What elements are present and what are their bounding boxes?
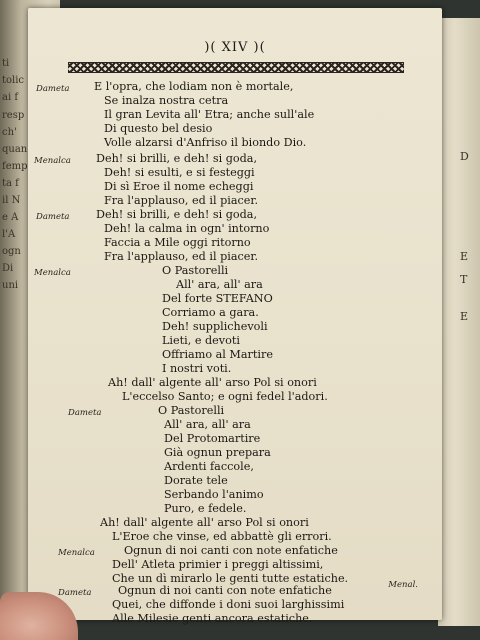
left-page-fragment: ti xyxy=(2,58,10,69)
verse-line: Deh! si brilli, e deh! si goda, xyxy=(96,208,258,221)
verse-line: All' ara, all' ara xyxy=(164,418,251,431)
verse-line: Del forte STEFANO xyxy=(162,292,273,305)
verse-line: Fra l'applauso, ed il piacer. xyxy=(104,194,259,207)
left-page-fragment: femp xyxy=(2,161,28,172)
book-page xyxy=(28,8,442,625)
left-page-fragment: e A xyxy=(2,212,19,223)
verse-line: Serbando l'animo xyxy=(164,488,264,501)
catchword: Menal. xyxy=(388,580,418,590)
verse-line: I nostri voti. xyxy=(162,362,232,375)
verse-line: Puro, e fedele. xyxy=(164,502,247,515)
verse-line: Ognun di noi canti con note enfatiche xyxy=(118,584,332,597)
verse-line: Del Protomartire xyxy=(164,432,261,445)
verse-line: Deh! si brilli, e deh! si goda, xyxy=(96,152,258,165)
speaker-label: Menalca xyxy=(58,548,95,558)
left-page-fragment: ta f xyxy=(2,178,19,189)
verse-line: Corriamo a gara. xyxy=(162,306,259,319)
speaker-label: Menalca xyxy=(34,156,71,166)
speaker-label: Dameta xyxy=(58,588,92,598)
verse-line: Fra l'applauso, ed il piacer. xyxy=(104,250,259,263)
left-page-fragment: ch' xyxy=(2,127,17,138)
right-page-fragment: D xyxy=(460,150,469,163)
right-page-fragment: E xyxy=(460,310,469,323)
verse-line: Di sì Eroe il nome echeggi xyxy=(104,180,254,193)
left-page-fragment: il N xyxy=(2,195,21,206)
verse-line: Dorate tele xyxy=(164,474,228,487)
speaker-label: Dameta xyxy=(36,212,70,222)
speaker-label: Dameta xyxy=(36,84,70,94)
verse-line: Deh! supplichevoli xyxy=(162,320,268,333)
verse-line: Quei, che diffonde i doni suoi larghissimi xyxy=(112,598,345,611)
left-page-fragment: uni xyxy=(2,280,19,291)
header-ornament-right: )( xyxy=(253,40,266,55)
verse-line: Ardenti faccole, xyxy=(164,460,254,473)
verse-line: Il gran Levita all' Etra; anche sull'ale xyxy=(104,108,315,121)
verse-line: O Pastorelli xyxy=(158,404,225,417)
verse-line: Dell' Atleta primier i preggi altissimi, xyxy=(112,558,324,571)
left-page-fragment: l'A xyxy=(2,229,16,240)
left-page-fragment: quan xyxy=(2,144,28,155)
verse-line: Se inalza nostra cetra xyxy=(104,94,229,107)
verse-line: Ah! dall' algente all' arso Pol si onori xyxy=(100,516,309,529)
verse-line: Offriamo al Martire xyxy=(162,348,273,361)
right-page-fragment: E xyxy=(460,250,469,263)
verse-line: Già ognun prepara xyxy=(164,446,271,459)
speaker-label: Dameta xyxy=(68,408,102,418)
header-ornament-left: )( xyxy=(204,40,217,55)
verse-line: Deh! si esulti, e si festeggi xyxy=(104,166,255,179)
verse-line: Lieti, e devoti xyxy=(162,334,240,347)
verse-line: Ah! dall' algente all' arso Pol si onori xyxy=(108,376,317,389)
left-page-fragment: resp xyxy=(2,110,25,121)
verse-text xyxy=(28,8,442,625)
verse-line: Alle Milesie genti ancora estatiche. xyxy=(112,612,313,625)
verse-line: E l'opra, che lodiam non è mortale, xyxy=(94,80,294,93)
verse-line: L'Eroe che vinse, ed abbattè gli errori. xyxy=(112,530,332,543)
verse-line: Ognun di noi canti con note enfatiche xyxy=(124,544,338,557)
left-page-fragment: tolic xyxy=(2,75,25,86)
page-number: XIV xyxy=(221,40,249,55)
left-page-fragment: ogn xyxy=(2,246,21,257)
verse-line: Che un dì mirarlo le genti tutte estatiche. xyxy=(112,572,349,585)
verse-line: L'eccelso Santo; e ogni fedel l'adori. xyxy=(122,390,328,403)
verse-line: Deh! la calma in ogn' intorno xyxy=(104,222,270,235)
verse-line: O Pastorelli xyxy=(162,264,229,277)
speaker-label: Menalca xyxy=(34,268,71,278)
left-page-fragment: ai f xyxy=(2,92,19,103)
left-page-fragment: Di xyxy=(2,263,14,274)
verse-line: Di questo bel desio xyxy=(104,122,213,135)
adjacent-right-page xyxy=(438,18,480,626)
right-page-fragment: T xyxy=(460,273,468,286)
verse-line: Volle alzarsi d'Anfriso il biondo Dio. xyxy=(104,136,307,149)
verse-line: All' ara, all' ara xyxy=(176,278,263,291)
verse-line: Faccia a Mile oggi ritorno xyxy=(104,236,251,249)
